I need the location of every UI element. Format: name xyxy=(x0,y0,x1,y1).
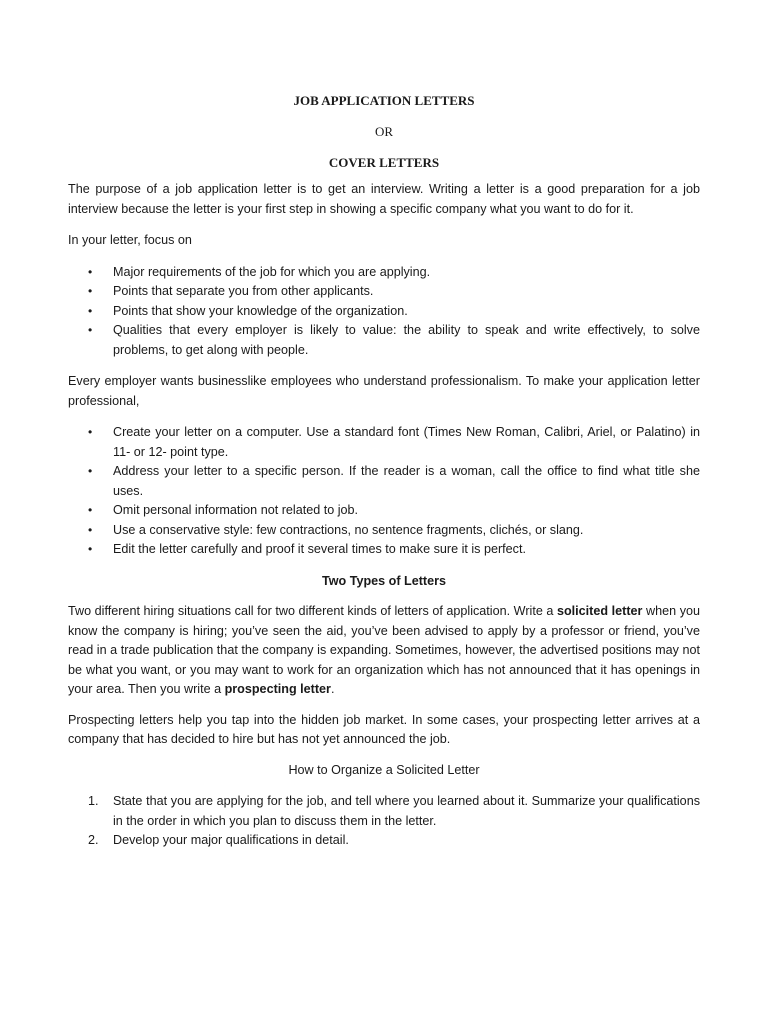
bullet-icon: • xyxy=(88,284,93,298)
bullet-icon: • xyxy=(88,303,93,318)
bullet-icon: • xyxy=(88,542,93,556)
step-number: 1. xyxy=(88,794,99,808)
prospecting-paragraph: Prospecting letters help you tap into the hidden job market. In some cases, your prospecting letter arrives at a company that has decided to hire but has not yet announced the job. xyxy=(68,712,700,746)
list-item: • Edit the letter carefully and proof it several times to make sure it is perfect. xyxy=(68,540,700,560)
list-item: • Omit personal information not related to job. xyxy=(68,501,700,521)
list-item: • Qualities that every employer is likely to value: the ability to speak and write effectively, to solve problems, to get along with people. xyxy=(88,323,700,357)
employer-paragraph: Every employer wants businesslike employees who understand professionalism. To make your application letter professional, xyxy=(68,374,700,408)
list-item: • Create your letter on a computer. Use a standard font (Times New Roman, Calibri, Ariel, or Palatino) in 11- or 12- point type. xyxy=(88,425,700,459)
bullet-icon: • xyxy=(88,264,93,279)
bullet-icon: • xyxy=(88,503,93,517)
solicited-letter-term: solicited letter xyxy=(556,604,643,618)
section-title-organize: How to Organize a Solicited Letter xyxy=(288,762,480,777)
bullet-icon: • xyxy=(88,522,93,537)
intro-paragraph: The purpose of a job application letter is to get an interview. Writing a letter is a good preparation for a job interview because the letter is your first step in showing a specific company what you want to do for it. xyxy=(68,182,700,216)
list-item: 1. State that you are applying for the job, and tell where you learned about it. Summarize your qualifications in the order in which you plan to discuss them in the letter. xyxy=(88,794,700,828)
document-title: JOB APPLICATION LETTERS xyxy=(293,93,475,108)
section-title-types: Two Types of Letters xyxy=(321,573,447,588)
steps-list xyxy=(68,792,700,851)
prospecting-letter-term: prospecting letter xyxy=(224,682,331,696)
list-item: • Address your letter to a specific person. If the reader is a woman, call the office to find what title she uses. xyxy=(88,464,700,498)
bullet-icon: • xyxy=(88,464,93,478)
professional-list xyxy=(68,423,700,560)
list-item: • Use a conservative style: few contractions, no sentence fragments, clichés, or slang. xyxy=(68,521,700,541)
focus-list xyxy=(68,263,700,361)
list-item: 2. Develop your major qualifications in detail. xyxy=(68,831,700,851)
title-or-connector: OR xyxy=(374,124,394,139)
focus-intro-paragraph: In your letter, focus on xyxy=(68,233,192,247)
bullet-icon: • xyxy=(88,425,93,439)
step-number: 2. xyxy=(88,833,99,847)
document-page xyxy=(68,88,700,851)
list-item: • Major requirements of the job for which you are applying. xyxy=(68,263,700,283)
document-subtitle: COVER LETTERS xyxy=(328,155,440,170)
solicited-paragraph: Two different hiring situations call for two different kinds of letters of application. Write a solicited letter when you know the company is hiring; you’ve seen the aid, you’ve been advised to apply by a professor or friend, you’ve read in a trade publication that the company is expanding. Sometimes, however, the advertised positions may not be what you want, or you may want to work for an organization which has not announced that it has openings in your area. Then you write a prospecting letter. xyxy=(68,604,701,696)
list-item: • Points that separate you from other applicants. xyxy=(68,282,700,302)
list-item: • Points that show your knowledge of the organization. xyxy=(68,302,700,322)
bullet-icon: • xyxy=(88,323,93,337)
